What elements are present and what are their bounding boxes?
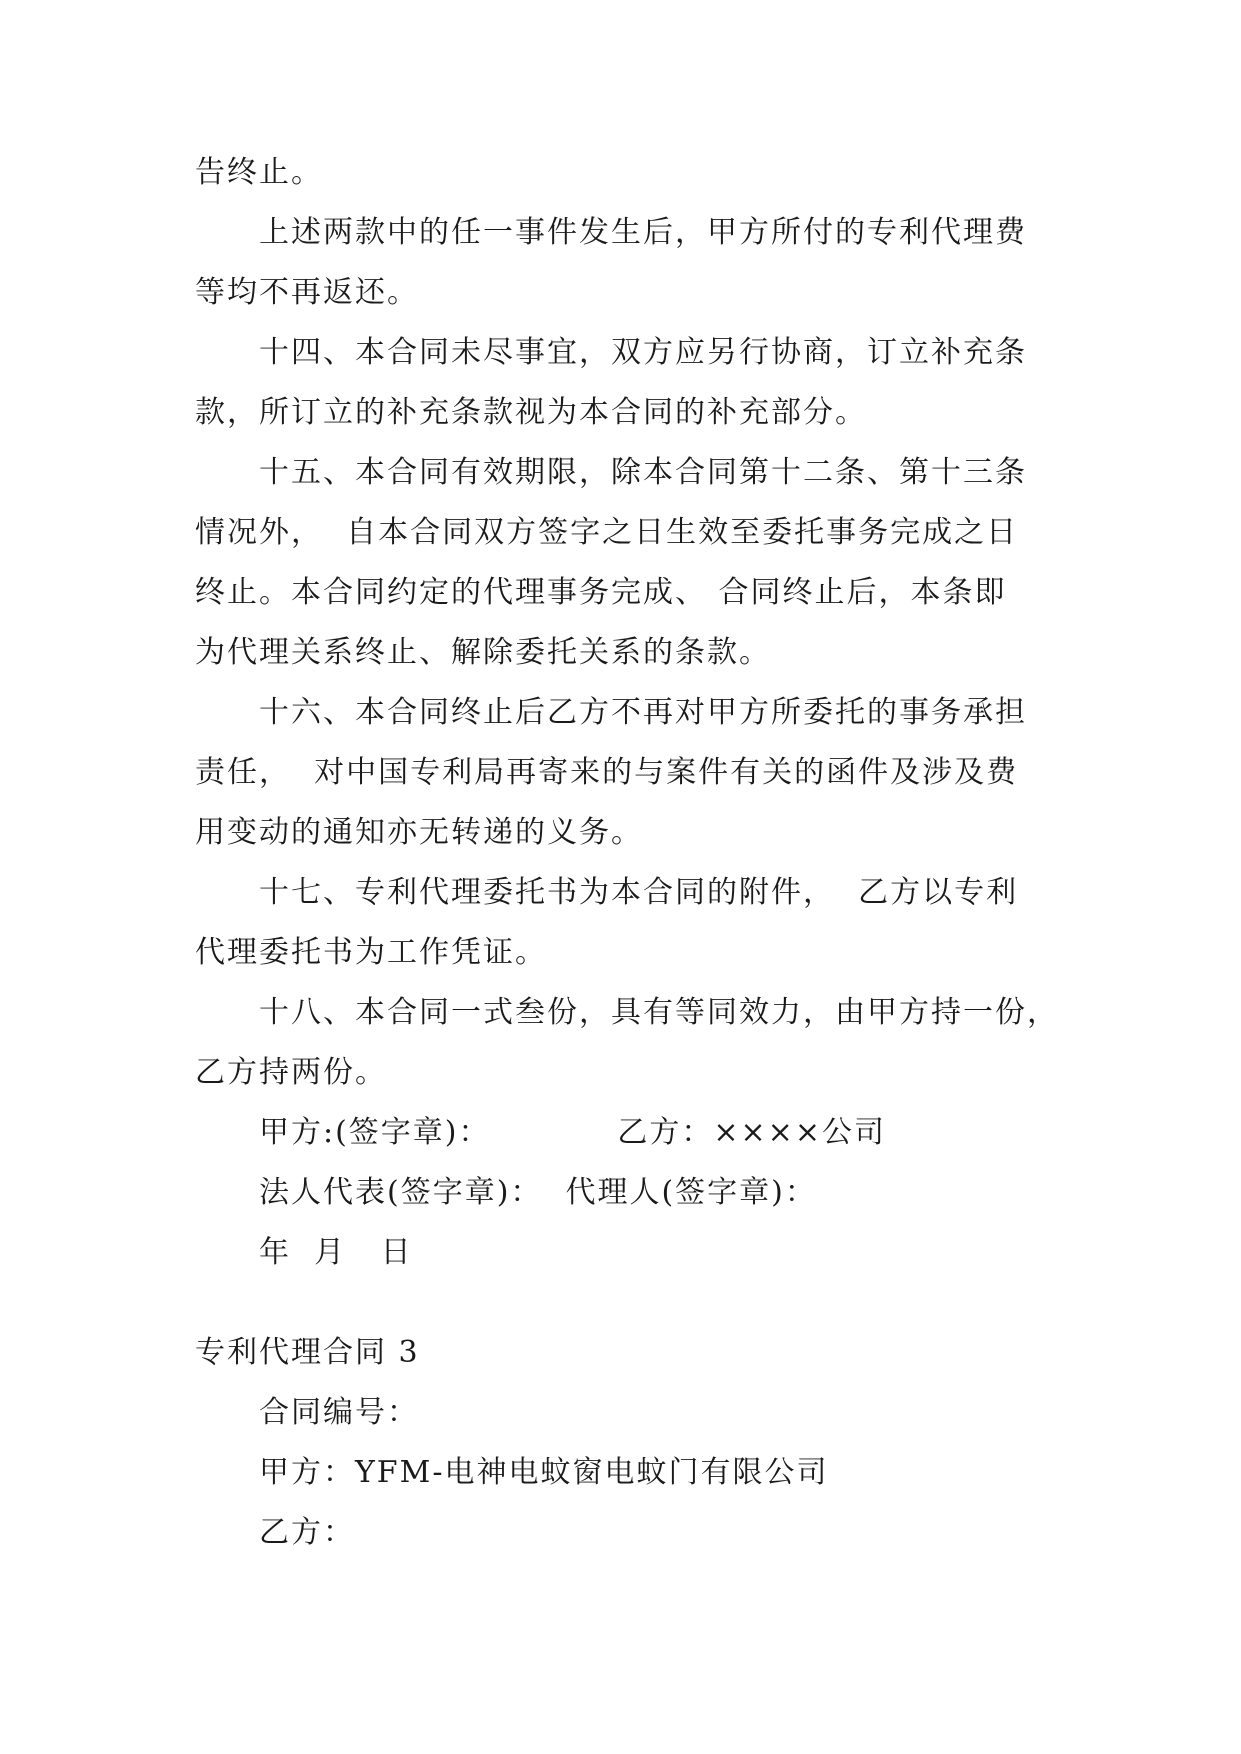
text-line: 十八、本合同一式叁份，具有等同效力，由甲方持一份，: [259, 995, 1059, 1030]
text-line: 代理委托书为工作凭证。: [195, 935, 547, 970]
contract-number-line: 合同编号：: [259, 1395, 419, 1430]
text-line: 情况外， 自本合同双方签字之日生效至委托事务完成之日: [195, 515, 1019, 550]
signature-line-representatives: 法人代表(签字章)： 代理人(签字章)：: [259, 1175, 817, 1210]
text-line: 责任， 对中国专利局再寄来的与案件有关的函件及涉及费: [195, 755, 1019, 790]
text-line: 十五、本合同有效期限，除本合同第十二条、第十三条: [259, 455, 1027, 490]
party-b-line: 乙方：: [259, 1515, 355, 1550]
text-line: 终止。本合同约定的代理事务完成、 合同终止后，本条即: [195, 575, 1007, 610]
text-line: 等均不再返还。: [195, 275, 419, 310]
text-line: 乙方持两份。: [195, 1055, 387, 1090]
text-line: 用变动的通知亦无转递的义务。: [195, 815, 643, 850]
text-line: 十四、本合同未尽事宜，双方应另行协商，订立补充条: [259, 335, 1027, 370]
text-line: 十六、本合同终止后乙方不再对甲方所委托的事务承担: [259, 695, 1027, 730]
party-a-line: 甲方：YFM-电神电蚊窗电蚊门有限公司: [259, 1455, 829, 1490]
text-line: 上述两款中的任一事件发生后，甲方所付的专利代理费: [259, 215, 1027, 250]
signature-line-parties: 甲方:(签字章)： 乙方：××××公司: [259, 1115, 886, 1150]
text-line: 为代理关系终止、解除委托关系的条款。: [195, 635, 771, 670]
text-line: 款，所订立的补充条款视为本合同的补充部分。: [195, 395, 867, 430]
text-line: 十七、专利代理委托书为本合同的附件， 乙方以专利: [259, 875, 1019, 910]
text-line: 告终止。: [195, 155, 323, 190]
section-heading: 专利代理合同 3: [195, 1335, 420, 1370]
date-line: 年 月 日: [259, 1235, 413, 1270]
